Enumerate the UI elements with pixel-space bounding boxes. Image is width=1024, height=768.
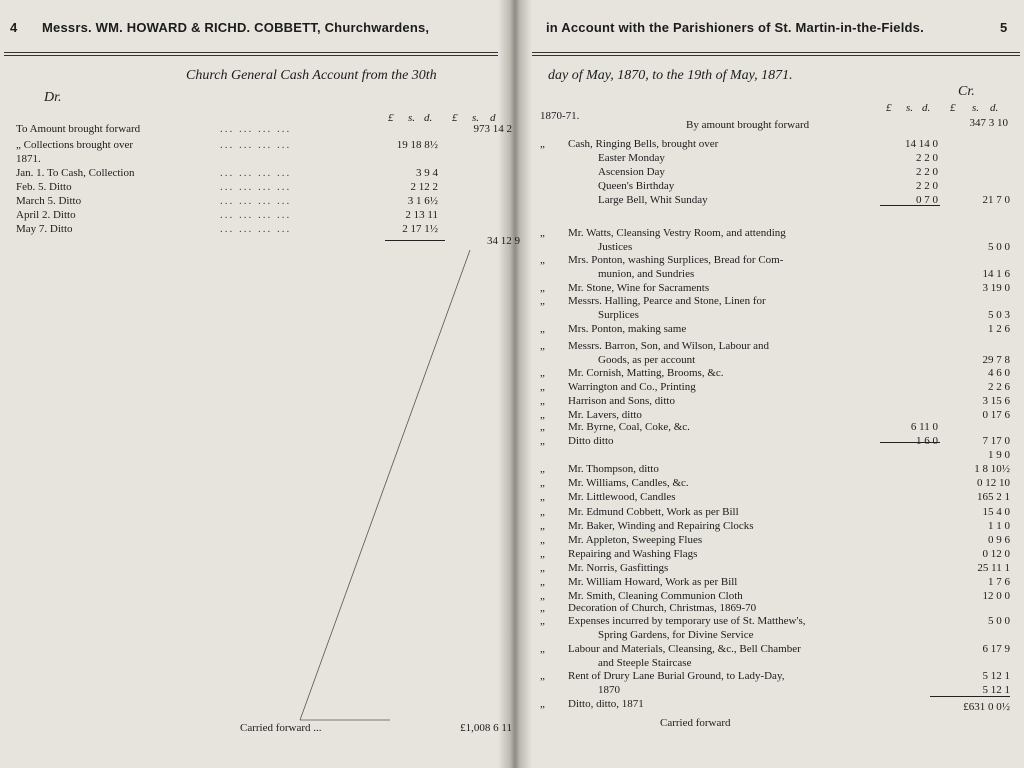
ditto-mark: „ [540,491,545,503]
credit-row-label: Rent of Drury Lane Burial Ground, to Lady-Day, [568,670,785,682]
credit-amount-b: 165 2 1 [977,491,1010,503]
header-rule-right [532,52,1020,53]
credit-amount-b: 0 12 0 [982,548,1010,560]
ditto-mark: „ [540,435,545,447]
ditto-mark: „ [540,698,545,710]
ditto-mark: „ [540,602,545,614]
ditto-mark: „ [540,590,545,602]
credit-amount-b: 5 0 3 [988,309,1010,321]
credit-row-label: Mr. Edmund Cobbett, Work as per Bill [568,506,739,518]
ditto-mark: „ [540,227,545,239]
credit-amount-b: 2 2 6 [988,381,1010,393]
credit-amount-b: 0 17 6 [982,409,1010,421]
credit-row-label: Ascension Day [598,166,665,178]
debit-row-label: Jan. 1. To Cash, Collection [16,167,135,179]
ditto-mark: „ [540,670,545,682]
credit-amount-b: 14 1 6 [982,268,1010,280]
credit-amount-a: 2 2 0 [916,180,938,192]
credit-amount-b: 15 4 0 [982,506,1010,518]
ditto-mark: „ [540,643,545,655]
credit-row-label: Spring Gardens, for Divine Service [598,629,754,641]
credit-row-label: Repairing and Washing Flags [568,548,698,560]
credit-row-label: Mr. Baker, Winding and Repairing Clocks [568,520,754,532]
currency-header-left-a: £ [388,112,394,124]
ditto-mark: „ [540,520,545,532]
header-rule-left-2 [4,55,498,56]
credit-row-label: Ditto, ditto, 1871 [568,698,644,710]
credit-amount-a: 1 6 0 [916,435,938,447]
credit-row-label: Mr. Williams, Candles, &c. [568,477,689,489]
credit-amount-a: 2 2 0 [916,166,938,178]
currency-header-right-b: £ [950,102,956,114]
ditto-mark: „ [540,615,545,627]
credit-row-label: Warrington and Co., Printing [568,381,696,393]
credit-amount-b: 21 7 0 [982,194,1010,206]
debit-row-label: April 2. Ditto [16,209,76,221]
right-page-number: 5 [1000,20,1008,35]
credit-row-label: 1870 [598,684,620,696]
debit-amount-a: 2 13 11 [405,209,438,221]
credit-row-label: Queen's Birthday [598,180,675,192]
debit-row-label: Feb. 5. Ditto [16,181,72,193]
credit-row-label: Mr. Cornish, Matting, Brooms, &c. [568,367,724,379]
credit-amount-a: 2 2 0 [916,152,938,164]
credit-amount-b: 1 8 10½ [974,463,1010,475]
credit-year: 1870-71. [540,110,580,122]
credit-amount-b: 7 17 0 [982,435,1010,447]
credit-row-label: Labour and Materials, Cleansing, &c., Bell Chamber [568,643,801,655]
ditto-mark: „ [540,421,545,433]
credit-amount-b: 1 9 0 [988,449,1010,461]
debit-row-label: „ Collections brought over [16,139,134,151]
credit-row-label: Easter Monday [598,152,665,164]
cancel-line [290,250,490,730]
credit-amount-a: 0 7 0 [916,194,938,206]
credit-row-label: Ditto ditto [568,435,614,447]
credit-row-label: Expenses incurred by temporary use of St. Matthew's, [568,615,806,627]
ditto-mark: „ [540,576,545,588]
left-header-title: Messrs. WM. HOWARD & RICHD. COBBETT, Churchwardens, [42,20,430,35]
debit-amount-b: 973 14 2 [473,123,512,135]
credit-row-label: Justices [598,241,633,253]
credit-amount-b: 5 0 0 [988,615,1010,627]
credit-row-label: Messrs. Halling, Pearce and Stone, Linen for [568,295,766,307]
credit-row-label: Mrs. Ponton, making same [568,323,687,335]
credit-row-label: Mrs. Ponton, washing Surplices, Bread for Com- [568,254,784,266]
right-header-title: in Account with the Parishioners of St. Martin-in-the-Fields. [546,20,924,35]
credit-row-label: Mr. Appleton, Sweeping Flues [568,534,703,546]
credit-amount-b: 1 7 6 [988,576,1010,588]
ditto-mark: „ [540,395,545,407]
credit-amount-b: 3 15 6 [982,395,1010,407]
credit-amount-b: 1 2 6 [988,323,1010,335]
debit-row-label: May 7. Ditto [16,223,73,235]
ditto-mark: „ [540,548,545,560]
credit-subtotal-rule [880,442,940,443]
leader-dots: ... ... ... ... [220,167,292,179]
leader-dots: ... ... ... ... [220,195,292,207]
currency-header-left-b: d [490,112,496,124]
credit-amount-b: 1 1 0 [988,520,1010,532]
debit-subtotal: 34 12 9 [487,235,520,247]
credit-amount-b: 12 0 0 [982,590,1010,602]
credit-row-label: Decoration of Church, Christmas, 1869-70 [568,602,757,614]
debit-amount-a: 3 1 6½ [407,195,438,207]
credit-amount-b: 5 12 1 [982,684,1010,696]
credit-amount-b: 4 6 0 [988,367,1010,379]
credit-subtotal-rule [880,205,940,206]
ditto-mark: „ [540,340,545,352]
leader-dots: ... ... ... ... [220,139,292,151]
credit-amount-a: 6 11 0 [910,421,938,433]
debit-row-label: 1871. [16,153,41,165]
currency-header-left-a: d. [424,112,433,124]
ditto-mark: „ [540,463,545,475]
credit-row-label: and Steeple Staircase [598,657,692,669]
leader-dots: ... ... ... ... [220,181,292,193]
debit-amount-a: 2 12 2 [410,181,438,193]
debit-carried-label: Carried forward ... [240,722,322,734]
currency-header-right-a: s. [906,102,914,114]
debit-amount-a: 2 17 1½ [402,223,438,235]
debit-row-label: To Amount brought forward [16,123,141,135]
credit-total-rule [930,696,1010,697]
ditto-mark: „ [540,409,545,421]
ditto-mark: „ [540,323,545,335]
ditto-mark: „ [540,254,545,266]
credit-amount-b: 6 17 9 [982,643,1010,655]
header-rule-left [4,52,498,53]
credit-row-label: Mr. Lavers, ditto [568,409,642,421]
credit-amount-b: 3 19 0 [982,282,1010,294]
credit-row-label: Surplices [598,309,639,321]
leader-dots: ... ... ... ... [220,209,292,221]
debit-carried-total: £1,008 6 11 [460,722,512,734]
currency-header-right-a: £ [886,102,892,114]
ditto-mark: „ [540,562,545,574]
left-page-number: 4 [10,20,18,35]
credit-row-label: Mr. Stone, Wine for Sacraments [568,282,710,294]
credit-amount-b: 0 12 10 [977,477,1010,489]
currency-header-left-b: s. [472,112,480,124]
credit-amount-b: 25 11 1 [977,562,1010,574]
credit-amount-b: 5 12 1 [982,670,1010,682]
debit-amount-a: 3 9 4 [416,167,438,179]
ditto-mark: „ [540,138,545,150]
currency-header-left-b: £ [452,112,458,124]
credit-row-label: Cash, Ringing Bells, brought over [568,138,719,150]
credit-carried-total: £631 0 0½ [963,701,1010,713]
credit-row-label: Goods, as per account [598,354,696,366]
credit-row-label: Mr. Littlewood, Candles [568,491,676,503]
credit-row-label: Harrison and Sons, ditto [568,395,675,407]
credit-row-label: Large Bell, Whit Sunday [598,194,708,206]
credit-amount-a: 14 14 0 [905,138,938,150]
debit-label: Dr. [44,90,62,105]
credit-row-label: Mr. Thompson, ditto [568,463,659,475]
credit-row-label: Mr. Byrne, Coal, Coke, &c. [568,421,690,433]
leader-dots: ... ... ... ... [220,223,292,235]
credit-row-label: Mr. Norris, Gasfittings [568,562,669,574]
credit-amount-b: 5 0 0 [988,241,1010,253]
credit-row-label: munion, and Sundries [598,268,695,280]
credit-row-label: Mr. Smith, Cleaning Communion Cloth [568,590,743,602]
ditto-mark: „ [540,367,545,379]
debit-row-label: March 5. Ditto [16,195,82,207]
credit-row-label: Mr. Watts, Cleansing Vestry Room, and attending [568,227,786,239]
ditto-mark: „ [540,506,545,518]
currency-header-right-b: d. [990,102,999,114]
credit-carried-label: Carried forward [660,717,731,729]
subtitle-left: Church General Cash Account from the 30th [186,68,437,83]
ditto-mark: „ [540,534,545,546]
ditto-mark: „ [540,381,545,393]
credit-label: Cr. [958,84,975,99]
credit-brought-forward-total: 347 3 10 [969,117,1008,129]
credit-amount-b: 0 9 6 [988,534,1010,546]
ditto-mark: „ [540,282,545,294]
ditto-mark: „ [540,477,545,489]
credit-row-label: Messrs. Barron, Son, and Wilson, Labour and [568,340,769,352]
credit-row-label: Mr. William Howard, Work as per Bill [568,576,738,588]
book-gutter [498,0,532,768]
credit-brought-forward-label: By amount brought forward [686,119,810,131]
header-rule-right-2 [532,55,1020,56]
subtitle-right: day of May, 1870, to the 19th of May, 1871. [548,68,793,83]
leader-dots: ... ... ... ... [220,123,292,135]
ditto-mark: „ [540,295,545,307]
debit-amount-a: 19 18 8½ [396,139,438,151]
currency-header-right-a: d. [922,102,931,114]
currency-header-left-a: s. [408,112,416,124]
credit-amount-b: 29 7 8 [982,354,1010,366]
currency-header-right-b: s. [972,102,980,114]
